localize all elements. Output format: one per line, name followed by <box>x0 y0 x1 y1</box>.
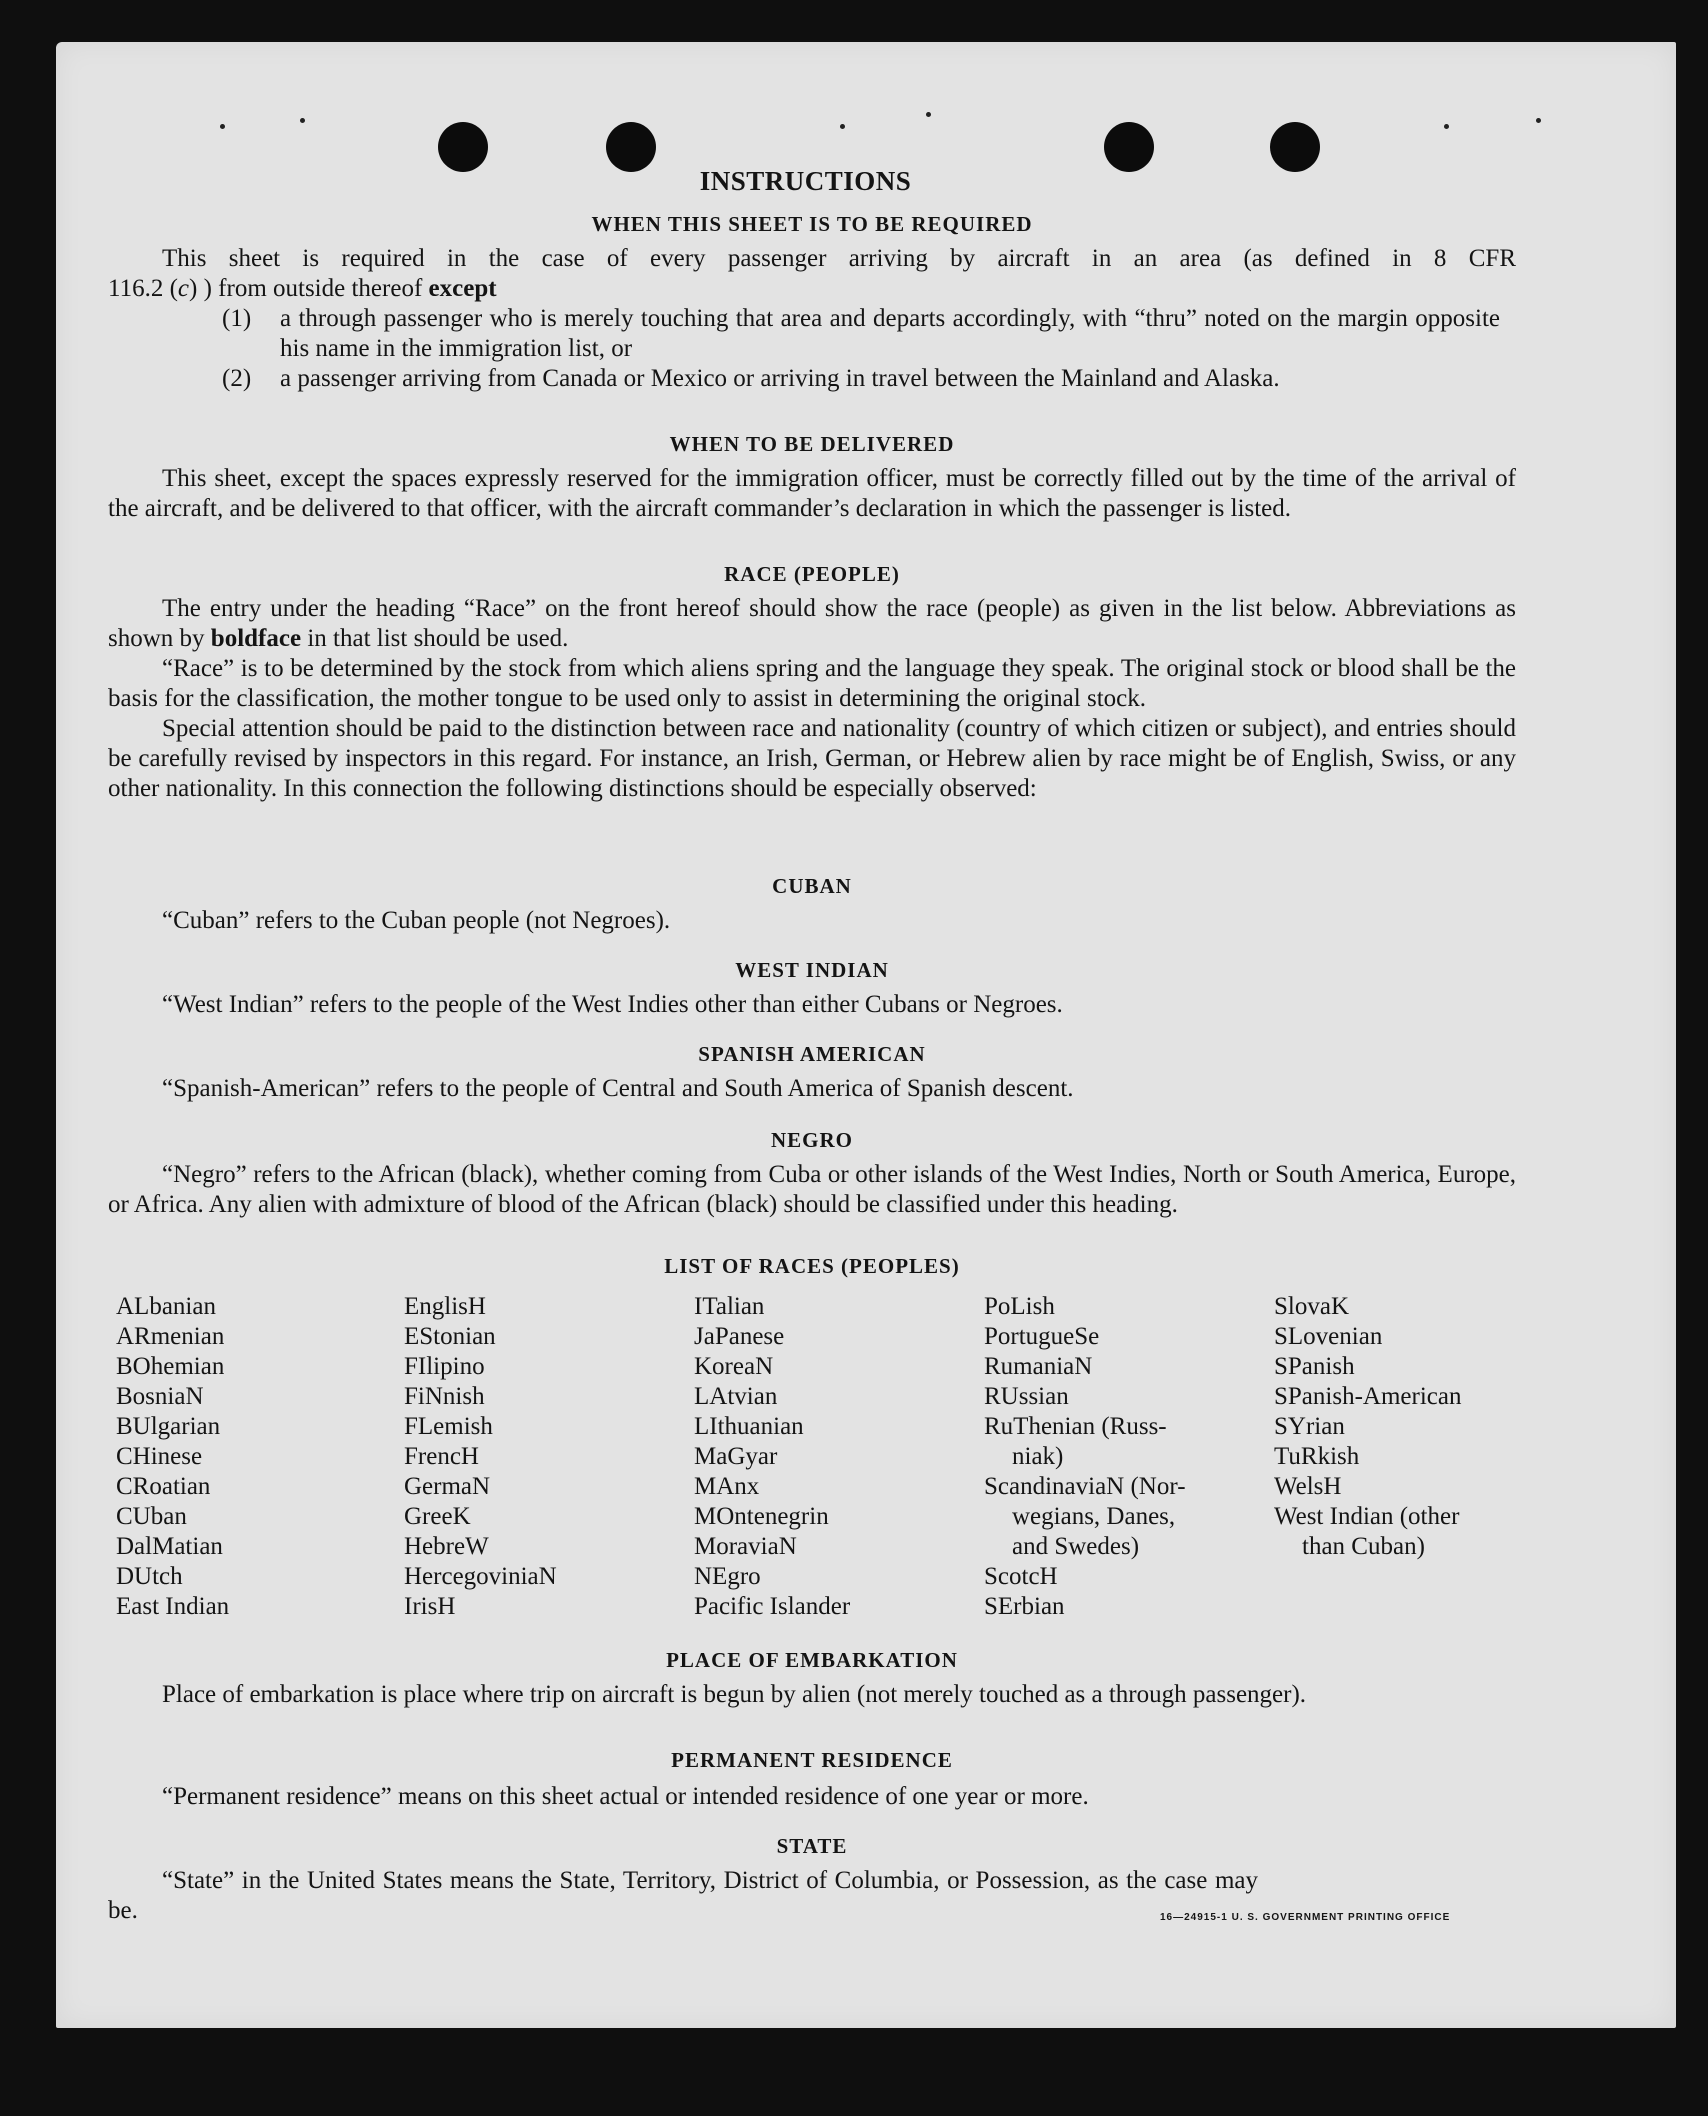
race-entry: LIthuanian <box>694 1413 804 1440</box>
race-entry: Pacific Islander <box>694 1593 851 1620</box>
race-entry: DUtch <box>116 1563 183 1590</box>
race-entry: MaGyar <box>694 1443 778 1470</box>
heading-negro: NEGRO <box>770 1128 853 1152</box>
race-entry: CHinese <box>116 1443 203 1470</box>
race-entry: DalMatian <box>116 1533 223 1560</box>
race-entry: LAtvian <box>694 1383 778 1410</box>
race-entry: EStonian <box>404 1323 496 1350</box>
heading-delivered: WHEN TO BE DELIVERED <box>669 432 955 456</box>
race-entry: West Indian (other <box>1274 1503 1460 1530</box>
race-entry-continuation: and Swedes) <box>1012 1533 1140 1560</box>
race-entry: FrencH <box>404 1443 479 1470</box>
race-entry: SErbian <box>984 1593 1065 1620</box>
dust-speck <box>1536 118 1541 123</box>
race-paragraph-2: “Race” is to be determined by the stock from which aliens spring and the language they speak. The original stock or blood shall be the basis for the classification, the mother tongue to be used only to assist in determining the original stock. <box>108 655 1516 712</box>
spanish-american-text: “Spanish-American” refers to the people of Central and South America of Spanish descent. <box>162 1075 1074 1102</box>
race-entry: BosniaN <box>116 1383 204 1410</box>
page-title: INSTRUCTIONS <box>699 166 912 196</box>
race-entry: ScandinaviaN (Nor- <box>984 1473 1186 1500</box>
heading-state: STATE <box>776 1834 848 1858</box>
race-paragraph-3: Special attention should be paid to the distinction between race and nationality (country of which citizen or subject), and entries should be carefully revised by inspectors in this regard. For instance, an Irish, German, or Hebrew alien by race might be of English, Swiss, or any other nationality. In this connection the following distinctions should be especially observed: <box>108 715 1516 802</box>
except-bold: except <box>428 275 497 302</box>
heading-spanish-american: SPANISH AMERICAN <box>698 1042 926 1066</box>
printing-office-footer: 16—24915-1 U. S. GOVERNMENT PRINTING OFFICE <box>1160 1912 1451 1923</box>
race-entry: KoreaN <box>694 1353 774 1380</box>
races-column-2 <box>404 1292 557 1622</box>
required-intro-line1: This sheet is required in the case of every passenger arriving by aircraft in an area (as defined in 8 CFR <box>162 245 1516 272</box>
heading-race: RACE (PEOPLE) <box>724 562 900 586</box>
negro-text: “Negro” refers to the African (black), whether coming from Cuba or other islands of the West Indies, North or South America, Europe, or Africa. Any alien with admixture of blood of the African (black) should be classified under this heading. <box>108 1161 1516 1218</box>
dust-speck <box>926 112 931 117</box>
races-column-4 <box>984 1292 1186 1622</box>
races-column-5 <box>1274 1292 1461 1562</box>
boldface-word: boldface <box>210 625 302 652</box>
race-entry: GreeK <box>404 1503 471 1530</box>
race-entry: CUban <box>116 1503 187 1530</box>
race-entry: TuRkish <box>1274 1443 1360 1470</box>
item-text: a through passenger who is merely touching that area and departs accordingly, with “thru” noted on the margin opposite his name in the immigration list, or <box>280 305 1500 362</box>
race-entry: GermaN <box>404 1473 491 1500</box>
race-entry: MoraviaN <box>694 1533 797 1560</box>
intro-text: ) ) from outside thereof <box>189 275 429 302</box>
item-number: (1) <box>222 305 252 332</box>
race-entry: SYrian <box>1274 1413 1345 1440</box>
heading-required: WHEN THIS SHEET IS TO BE REQUIRED <box>591 212 1033 236</box>
cuban-text: “Cuban” refers to the Cuban people (not Negroes). <box>162 907 671 934</box>
race-entry: RumaniaN <box>984 1353 1093 1380</box>
race-entry: SLovenian <box>1274 1323 1383 1350</box>
required-intro-line2 <box>108 274 1516 304</box>
west-indian-text: “West Indian” refers to the people of the West Indies other than either Cubans or Negroes. <box>162 991 1063 1018</box>
intro-text-italic: c <box>177 275 190 302</box>
race-entry: FLemish <box>404 1413 493 1440</box>
race-entry: CRoatian <box>116 1473 211 1500</box>
delivered-text: This sheet, except the spaces expressly reserved for the immigration officer, must be correctly filled out by the time of the arrival of the aircraft, and be delivered to that officer, with the aircraft commander’s declaration in which the passenger is listed. <box>108 465 1516 522</box>
race-text: in that list should be used. <box>301 625 569 652</box>
race-entry: ARmenian <box>116 1323 225 1350</box>
race-entry: ScotcH <box>984 1563 1058 1590</box>
race-entry: BOhemian <box>116 1353 225 1380</box>
race-text: The entry under the heading “Race” on the front hereof should show the race (people) as given in the list below. Abbreviations as shown by <box>108 595 1516 652</box>
heading-permanent-residence: PERMANENT RESIDENCE <box>671 1748 953 1772</box>
race-entry: ALbanian <box>116 1293 216 1320</box>
race-entry: JaPanese <box>694 1323 785 1350</box>
race-entry: SPanish <box>1274 1353 1355 1380</box>
race-entry-continuation: than Cuban) <box>1302 1533 1425 1560</box>
race-entry: BUlgarian <box>116 1413 221 1440</box>
race-entry: MOntenegrin <box>694 1503 829 1530</box>
race-entry: HebreW <box>404 1533 489 1560</box>
race-entry-continuation: wegians, Danes, <box>1012 1503 1176 1530</box>
race-entry: EnglisH <box>404 1293 486 1320</box>
race-entry: HercegoviniaN <box>404 1563 557 1590</box>
dust-speck <box>840 124 845 129</box>
race-entry: NEgro <box>694 1563 761 1590</box>
punch-hole <box>1270 122 1320 172</box>
race-entry: PoLish <box>984 1293 1055 1320</box>
race-entry: MAnx <box>694 1473 760 1500</box>
race-entry: IrisH <box>404 1593 456 1620</box>
race-entry: East Indian <box>116 1593 230 1620</box>
required-intro <box>108 244 1516 304</box>
race-entry: FiNnish <box>404 1383 485 1410</box>
race-entry: ITalian <box>694 1293 765 1320</box>
race-entry-continuation: niak) <box>1012 1443 1064 1470</box>
dust-speck <box>1444 124 1449 129</box>
punch-hole <box>606 122 656 172</box>
heading-list-of-races: LIST OF RACES (PEOPLES) <box>664 1254 960 1278</box>
dust-speck <box>220 124 225 129</box>
race-entry: SlovaK <box>1274 1293 1349 1320</box>
races-column-3 <box>694 1292 850 1622</box>
race-entry: SPanish-American <box>1274 1383 1462 1410</box>
race-paragraph-1 <box>108 594 1516 654</box>
punch-hole <box>438 122 488 172</box>
race-entry: RuThenian (Russ- <box>984 1413 1167 1440</box>
item-text: a passenger arriving from Canada or Mexico or arriving in travel between the Mainland and Alaska. <box>280 365 1280 392</box>
heading-embarkation: PLACE OF EMBARKATION <box>666 1648 958 1672</box>
intro-text: 116.2 ( <box>108 275 178 302</box>
item-number: (2) <box>222 365 252 392</box>
permanent-residence-text: “Permanent residence” means on this sheet actual or intended residence of one year or more. <box>162 1783 1089 1810</box>
races-column-1 <box>116 1292 229 1622</box>
state-text: “State” in the United States means the State, Territory, District of Columbia, or Possession, as the case may be. <box>108 1867 1258 1924</box>
dust-speck <box>300 118 305 123</box>
embarkation-text: Place of embarkation is place where trip on aircraft is begun by alien (not merely touched as a through passenger). <box>162 1681 1307 1708</box>
punch-hole <box>1104 122 1154 172</box>
race-entry: PortugueSe <box>984 1323 1100 1350</box>
race-paragraphs <box>108 594 1516 804</box>
heading-west-indian: WEST INDIAN <box>735 958 889 982</box>
race-entry: FIlipino <box>404 1353 485 1380</box>
heading-cuban: CUBAN <box>772 874 852 898</box>
race-entry: RUssian <box>984 1383 1069 1410</box>
race-entry: WelsH <box>1274 1473 1342 1500</box>
